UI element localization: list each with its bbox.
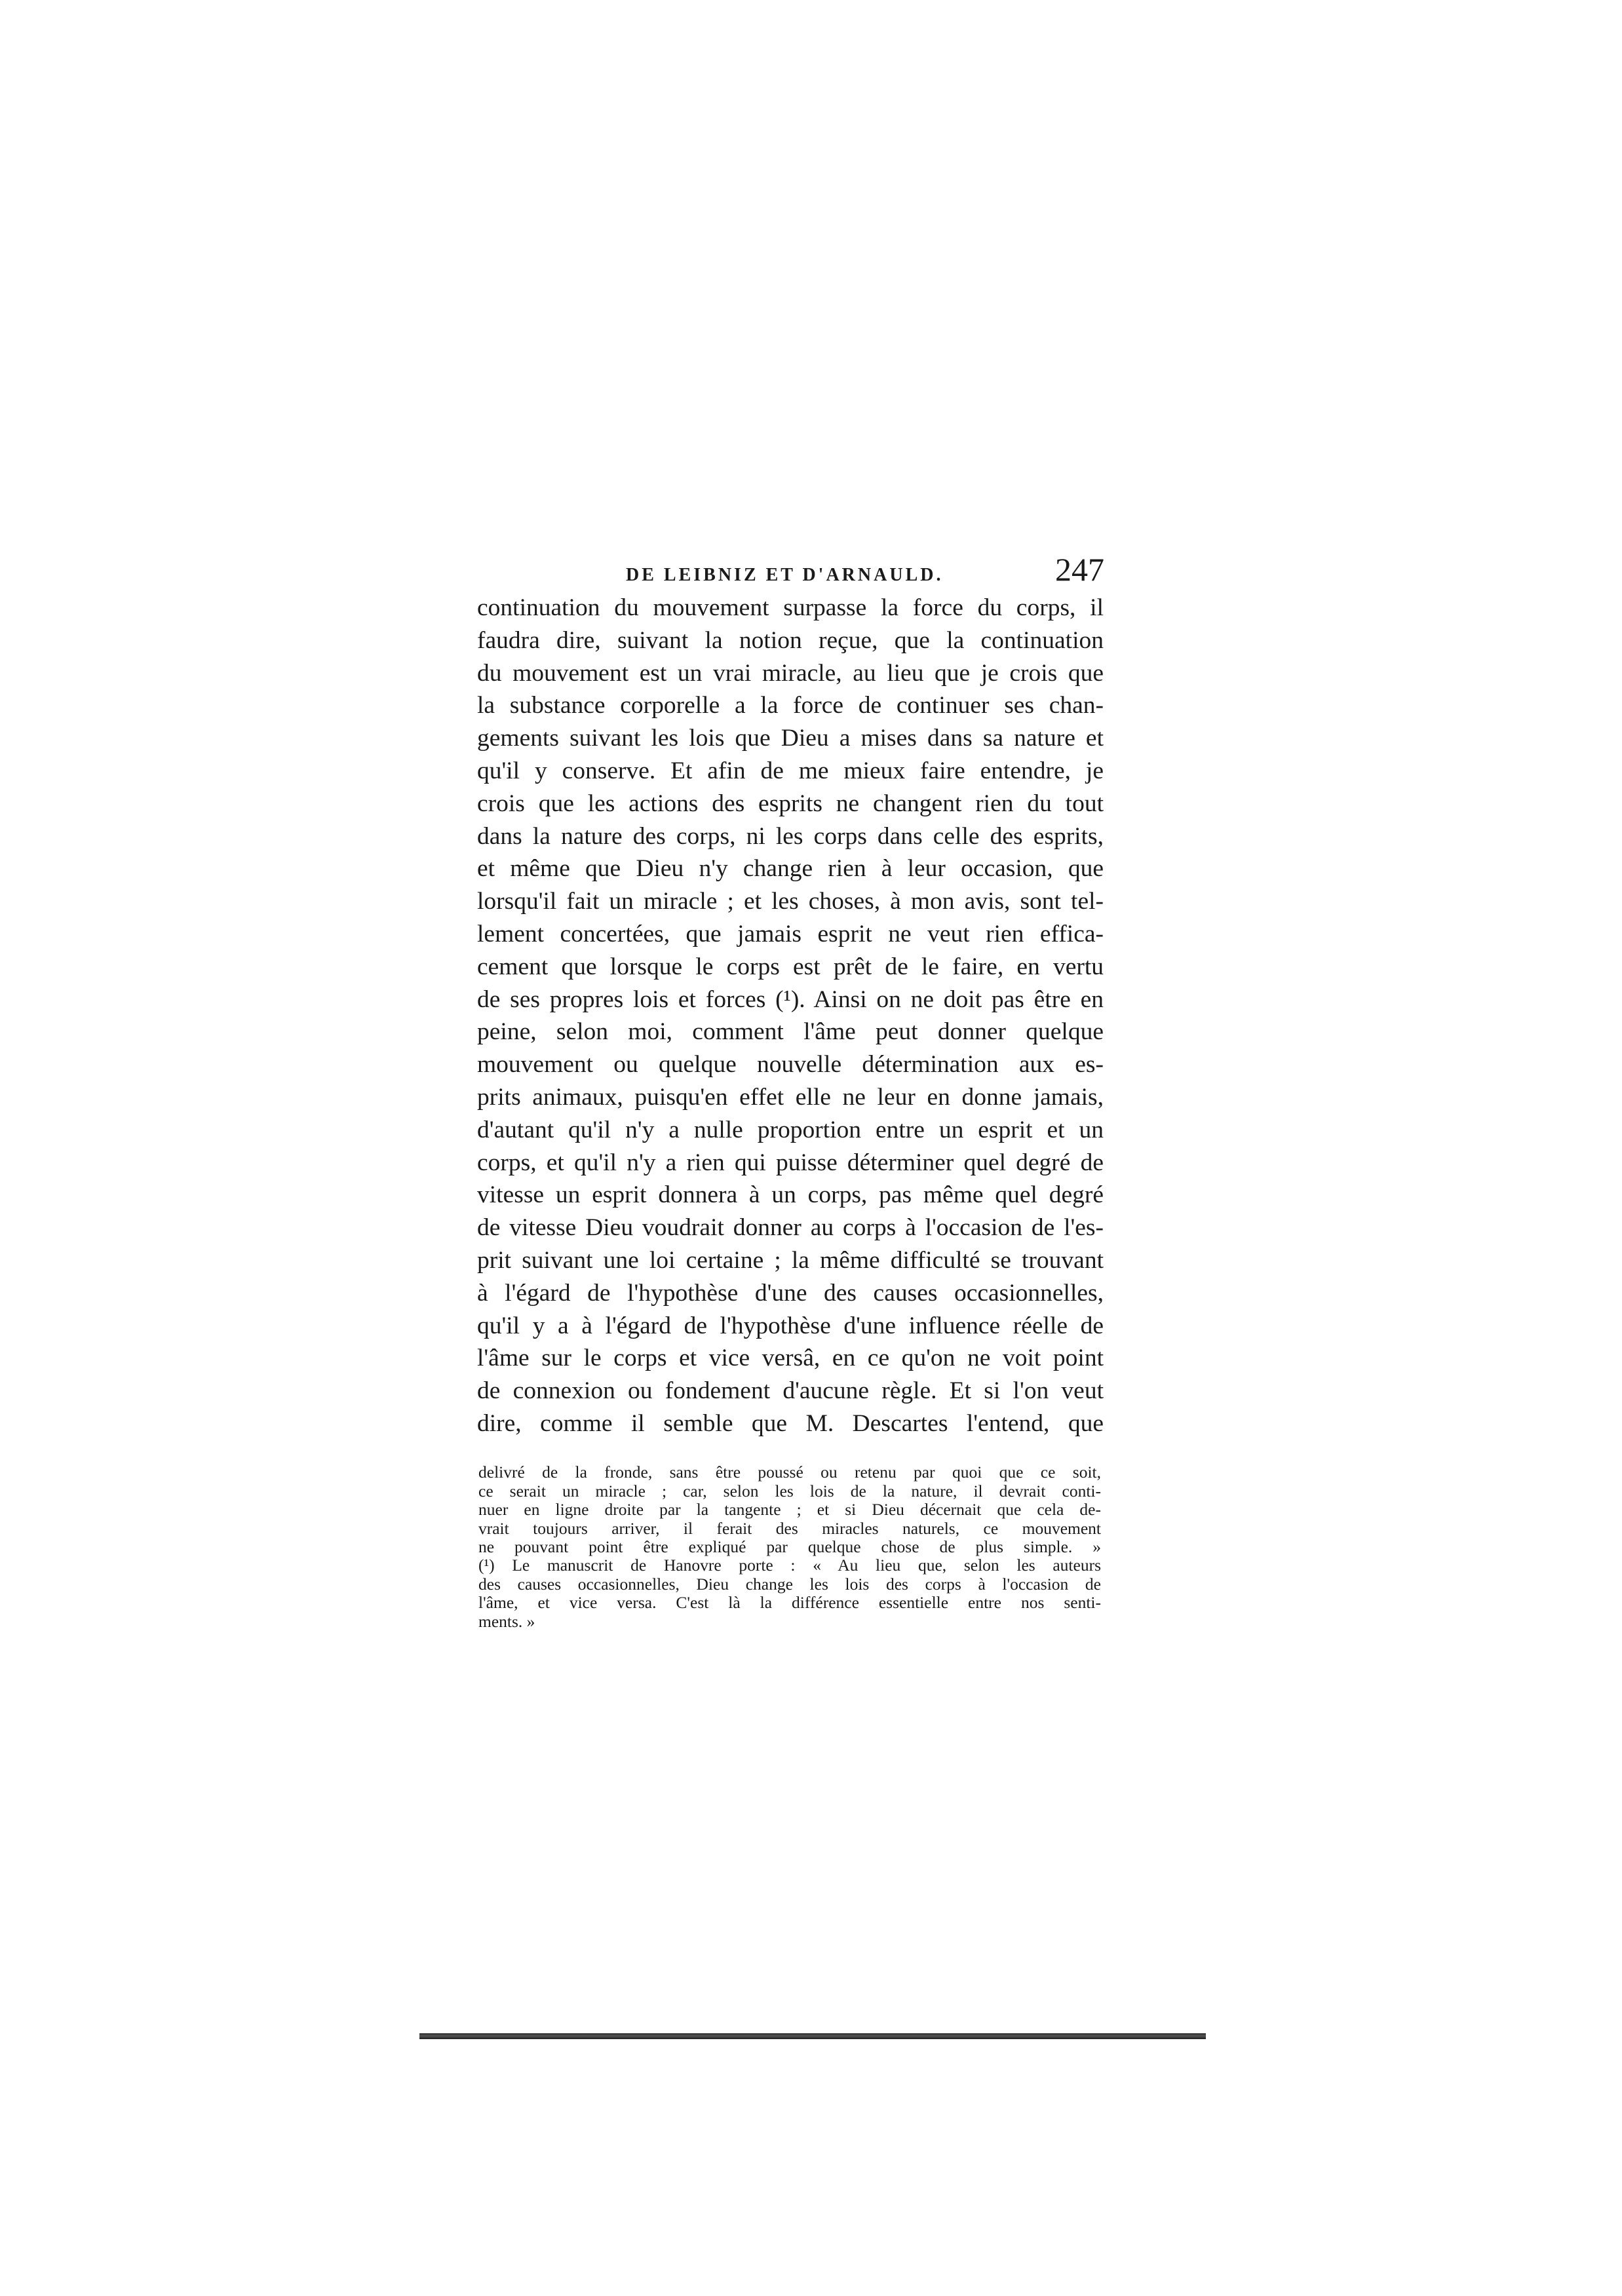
- footnote-line: ments. »: [478, 1612, 535, 1631]
- text-line: faudra dire, suivant la notion reçue, que la continuation: [477, 626, 1104, 654]
- footnote-line: [478, 1556, 1101, 1575]
- footnote-line: des causes occasionnelles, Dieu change les lois des corps à l'occasion de: [478, 1575, 1101, 1594]
- text-line: peine, selon moi, comment l'âme peut donner quelque: [477, 1018, 1104, 1046]
- text-line: qu'il y a à l'égard de l'hypothèse d'une influence réelle de: [477, 1312, 1104, 1339]
- footnote-marker: (¹): [478, 1556, 495, 1575]
- text-line: et même que Dieu n'y change rien à leur occasion, que: [477, 855, 1104, 883]
- text-line: cement que lorsque le corps est prêt de le faire, en vertu: [477, 953, 1104, 980]
- footnote-line: l'âme, et vice versa. C'est là la différence essentielle entre nos senti-: [478, 1594, 1101, 1612]
- text-line: prits animaux, puisqu'en effet elle ne leur en donne jamais,: [477, 1083, 1104, 1111]
- running-head: DE LEIBNIZ ET D'ARNAULD.: [626, 565, 944, 585]
- text-line: lorsqu'il fait un miracle ; et les choses, à mon avis, sont tel-: [477, 888, 1104, 915]
- text-line: de connexion ou fondement d'aucune règle. Et si l'on veut: [477, 1377, 1104, 1405]
- text-line: la substance corporelle a la force de continuer ses chan-: [477, 692, 1104, 719]
- page-number: 247: [1055, 551, 1104, 588]
- text-line: dans la nature des corps, ni les corps dans celle des esprits,: [477, 822, 1104, 850]
- footnote-line: ne pouvant point être expliqué par quelque chose de plus simple. »: [478, 1538, 1101, 1556]
- text-line: prit suivant une loi certaine ; la même difficulté se trouvant: [477, 1246, 1104, 1274]
- text-line: gements suivant les lois que Dieu a mises dans sa nature et: [477, 725, 1104, 752]
- footnote-text: Le manuscrit de Hanovre porte : « Au lieu que, selon les auteurs: [512, 1556, 1101, 1575]
- main-text: [477, 592, 1104, 1440]
- text-line: qu'il y conserve. Et afin de me mieux faire entendre, je: [477, 757, 1104, 784]
- text-line: l'âme sur le corps et vice versâ, en ce qu'on ne voit point: [477, 1345, 1104, 1372]
- text-line: à l'égard de l'hypothèse d'une des causes occasionnelles,: [477, 1279, 1104, 1307]
- footnote-line: delivré de la fronde, sans être poussé ou retenu par quoi que ce soit,: [478, 1463, 1101, 1482]
- text-line: d'autant qu'il n'y a nulle proportion entre un esprit et un: [477, 1116, 1104, 1143]
- text-line: lement concertées, que jamais esprit ne veut rien effica-: [477, 920, 1104, 947]
- text-line: continuation du mouvement surpasse la force du corps, il: [477, 594, 1104, 621]
- text-line: vitesse un esprit donnera à un corps, pas même quel degré: [477, 1181, 1104, 1209]
- text-line: de ses propres lois et forces (¹). Ainsi on ne doit pas être en: [477, 985, 1104, 1013]
- text-line: mouvement ou quelque nouvelle détermination aux es-: [477, 1051, 1104, 1079]
- footnote-1: [478, 1556, 1101, 1631]
- text-line: de vitesse Dieu voudrait donner au corps à l'occasion de l'es-: [477, 1214, 1104, 1242]
- text-line: crois que les actions des esprits ne changent rien du tout: [477, 790, 1104, 817]
- text-line: dire, comme il semble que M. Descartes l'entend, que: [477, 1409, 1104, 1437]
- footnote-line: vrait toujours arriver, il ferait des miracles naturels, ce mouvement: [478, 1519, 1101, 1538]
- text-line: du mouvement est un vrai miracle, au lieu que je crois que: [477, 659, 1104, 687]
- footnote-continued: [478, 1463, 1101, 1557]
- text-line: corps, et qu'il n'y a rien qui puisse déterminer quel degré de: [477, 1149, 1104, 1176]
- footnote-line: ce serait un miracle ; car, selon les lois de la nature, il devrait conti-: [478, 1482, 1101, 1501]
- bottom-scan-edge: [419, 2033, 1206, 2039]
- footnote-line: nuer en ligne droite par la tangente ; et si Dieu décernait que cela de-: [478, 1501, 1101, 1519]
